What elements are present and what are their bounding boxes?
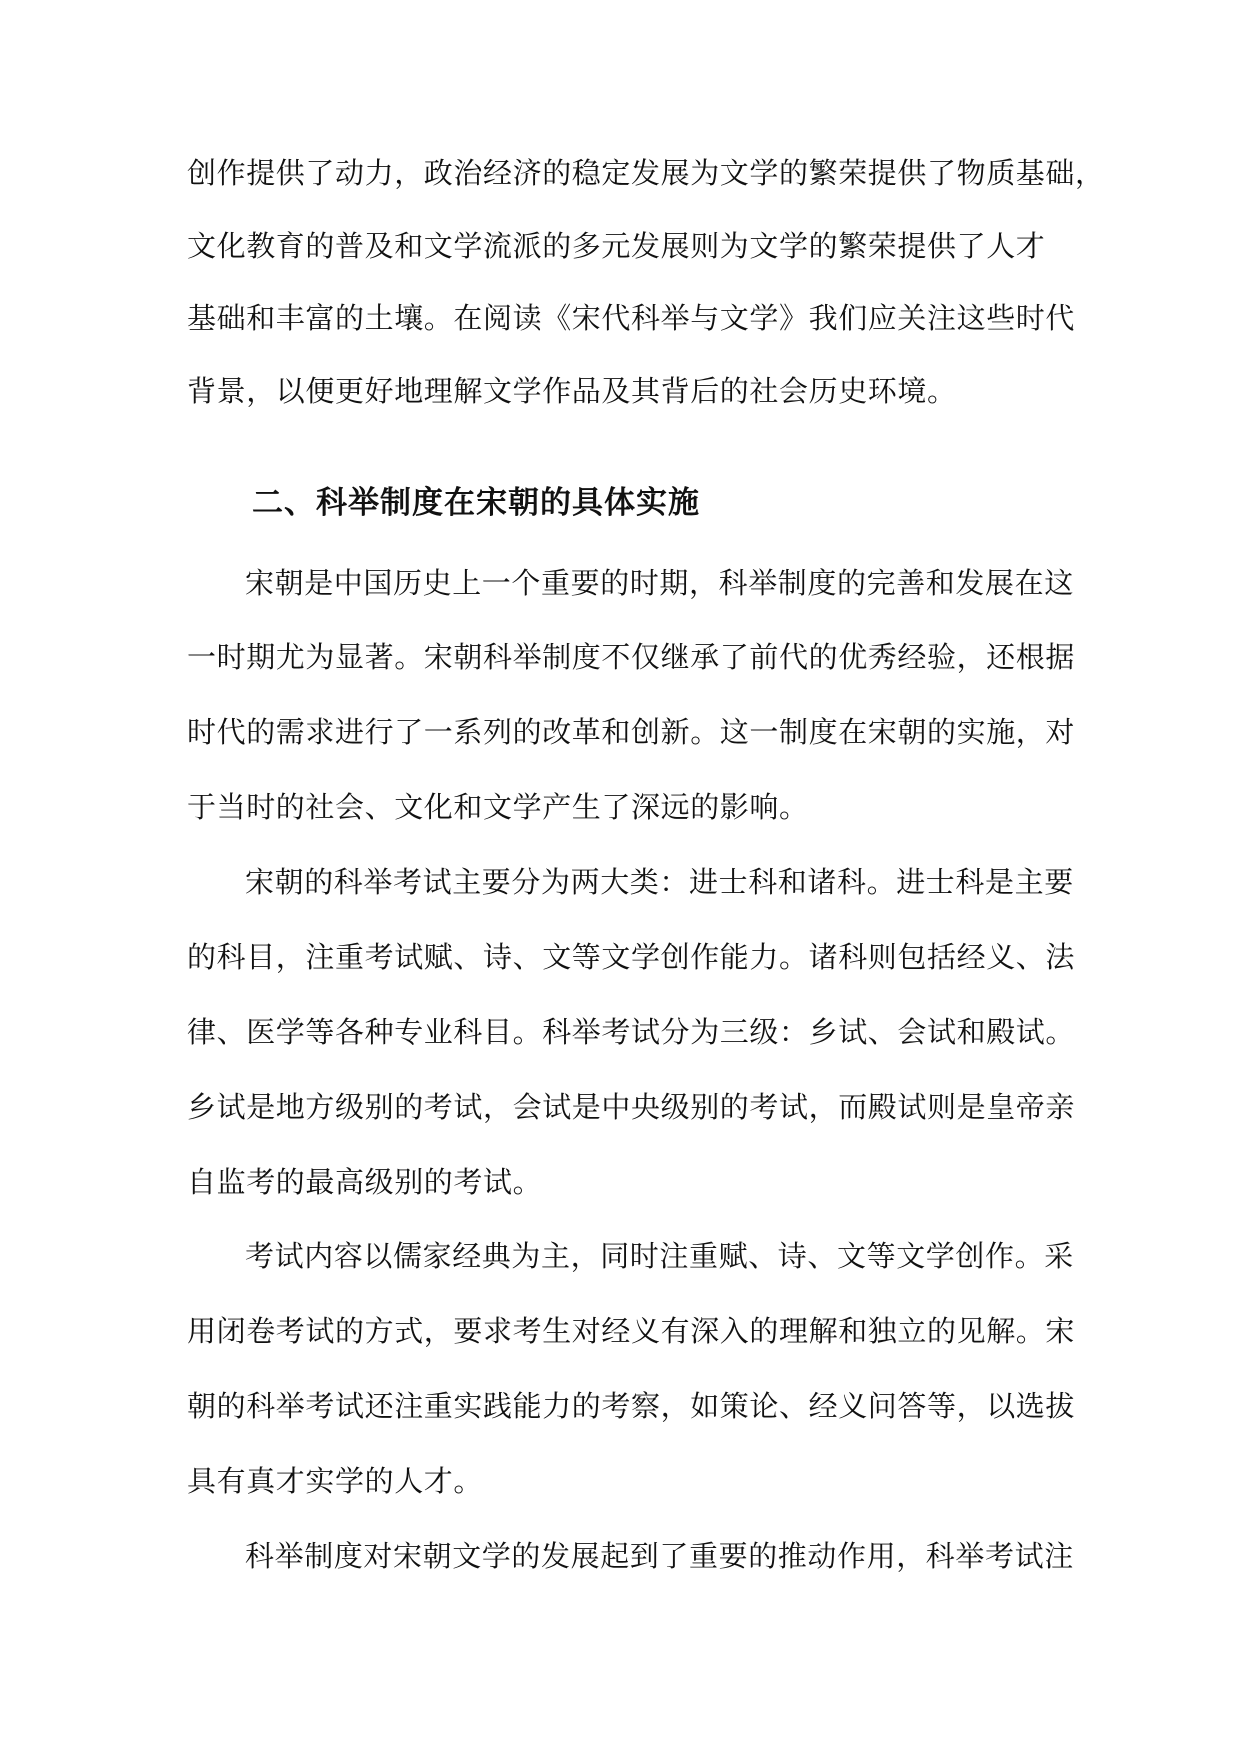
paragraph-line: 用闭卷考试的方式，要求考生对经义有深入的理解和独立的见解。宋 (187, 1314, 1076, 1348)
section-heading: 二、科举制度在宋朝的具体实施 (252, 485, 700, 521)
paragraph-line: 乡试是地方级别的考试，会试是中央级别的考试，而殿试则是皇帝亲 (187, 1090, 1076, 1124)
paragraph-line: 一时期尤为显著。宋朝科举制度不仅继承了前代的优秀经验，还根据 (187, 640, 1076, 674)
paragraph-line: 宋朝是中国历史上一个重要的时期，科举制度的完善和发展在这 (245, 566, 1074, 600)
paragraph-line: 时代的需求进行了一系列的改革和创新。这一制度在宋朝的实施，对 (187, 715, 1076, 749)
paragraph-line: 律、医学等各种专业科目。科举考试分为三级：乡试、会试和殿试。 (187, 1015, 1076, 1049)
paragraph-line: 宋朝的科举考试主要分为两大类：进士科和诸科。进士科是主要 (245, 865, 1074, 899)
intro-line: 创作提供了动力，政治经济的稳定发展为文学的繁荣提供了物质基础， (187, 156, 1105, 190)
paragraph-line: 于当时的社会、文化和文学产生了深远的影响。 (187, 790, 809, 824)
paragraph-line: 考试内容以儒家经典为主，同时注重赋、诗、文等文学创作。采 (245, 1239, 1074, 1273)
paragraph-line: 的科目，注重考试赋、诗、文等文学创作能力。诸科则包括经义、法 (187, 940, 1076, 974)
paragraph-line: 具有真才实学的人才。 (187, 1464, 484, 1498)
paragraph-line: 科举制度对宋朝文学的发展起到了重要的推动作用，科举考试注 (245, 1539, 1074, 1573)
intro-line: 基础和丰富的土壤。在阅读《宋代科举与文学》我们应关注这些时代 (187, 301, 1076, 335)
intro-line: 文化教育的普及和文学流派的多元发展则为文学的繁荣提供了人才 (187, 229, 1046, 263)
paragraph-line: 自监考的最高级别的考试。 (187, 1165, 543, 1199)
intro-line: 背景，以便更好地理解文学作品及其背后的社会历史环境。 (187, 374, 957, 408)
paragraph-line: 朝的科举考试还注重实践能力的考察，如策论、经义问答等，以选拔 (187, 1389, 1076, 1423)
